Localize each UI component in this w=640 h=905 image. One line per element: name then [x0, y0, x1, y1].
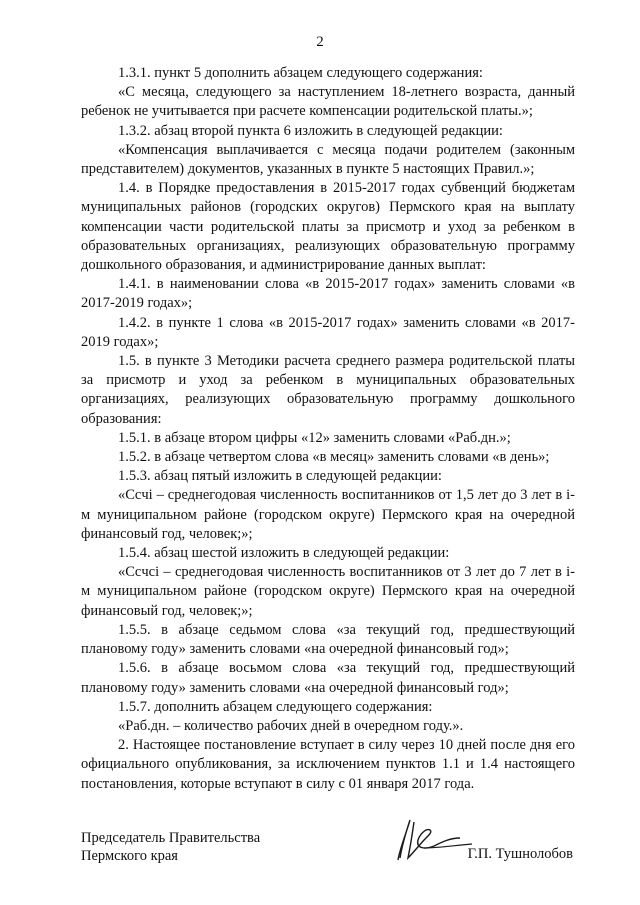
paragraph-1-5-7: 1.5.7. дополнить абзацем следующего содержания: [118, 698, 433, 715]
paragraph-1-4: 1.4. в Порядке предоставления в 2015-2017 годах субвенций бюджетам муниципальных районов (городских округов) Пермского края на выплату компенсации части родительской платы за присмотр и уход за ребенком в образовательных организациях, реализующих образовательную программу дошкольного образования, и администрирование данных выплат: [81, 180, 575, 274]
signatory-title-line-1: Председатель Правительства [81, 830, 261, 846]
paragraph-1-5-5: 1.5.5. в абзаце седьмом слова «за текущий год, предшествующий плановому году» заменить словами «на очередной финансовый год»; [81, 621, 575, 658]
paragraph-1-5-7-quote: «Раб.дн. – количество рабочих дней в очередном году.». [118, 717, 464, 734]
page-number: 2 [316, 34, 324, 50]
paragraph-1-5: 1.5. в пункте 3 Методики расчета среднего размера родительской платы за присмотр и уход за ребенком в муниципальных образовательных организациях, реализующих образовательную программу дошкольного образования: [81, 353, 575, 427]
paragraph-1-5-6: 1.5.6. в абзаце восьмом слова «за текущий год, предшествующий плановому году» заменить словами «на очередной финансовый год»; [81, 660, 575, 696]
paragraph-1-3-2: 1.3.2. абзац второй пункта 6 изложить в следующей редакции: [118, 122, 503, 139]
paragraph-1-5-2: 1.5.2. в абзаце четвертом слова «в месяц» заменить словами «в день»; [118, 449, 550, 466]
paragraph-1-5-3: 1.5.3. абзац пятый изложить в следующей редакции: [118, 468, 442, 485]
paragraph-1-3-2-quote: «Компенсация выплачивается с месяца подачи родителем (законным представителем) документов, указанных в пункте 5 настоящих Правил.»; [81, 141, 575, 178]
paragraph-1-5-4-quote: «Ccчci – среднегодовая численность воспитанников от 3 лет до 7 лет в i-м муниципальном районе (городском округе) Пермского края на очередной финансовый год, человек;»; [81, 564, 575, 619]
paragraph-1-5-4: 1.5.4. абзац шестой изложить в следующей редакции: [118, 545, 450, 562]
paragraph-1-3-1-quote: «С месяца, следующего за наступлением 18-летнего возраста, данный ребенок не учитывается при расчете компенсации родительской платы.»; [81, 84, 575, 120]
paragraph-1-4-2: 1.4.2. в пункте 1 слова «в 2015-2017 годах» заменить словами «в 2017-2019 годах»; [81, 314, 575, 350]
paragraph-1-5-3-quote: «Ccчi – среднегодовая численность воспитанников от 1,5 лет до 3 лет в i-м муниципальном районе (городском округе) Пермского края на очередной финансовый год, человек;»; [81, 487, 575, 542]
signatory-name: Г.П. Тушнолобов [467, 846, 573, 862]
paragraph-1-3-1: 1.3.1. пункт 5 дополнить абзацем следующего содержания: [118, 65, 483, 81]
paragraph-1-4-1: 1.4.1. в наименовании слова «в 2015-2017 годах» заменить словами «в 2017-2019 годах»; [81, 276, 575, 312]
signatory-title [81, 829, 260, 865]
signatory-title-line-2: Пермского края [81, 848, 178, 864]
paragraph-2: 2. Настоящее постановление вступает в силу через 10 дней после дня его официального опубликования, за исключением пунктов 1.1 и 1.4 настоящего постановления, которые вступают в силу с 01 января 2017 года. [81, 737, 575, 792]
document-body [81, 64, 575, 794]
paragraph-1-5-1: 1.5.1. в абзаце втором цифры «12» заменить словами «Раб.дн.»; [118, 429, 511, 446]
